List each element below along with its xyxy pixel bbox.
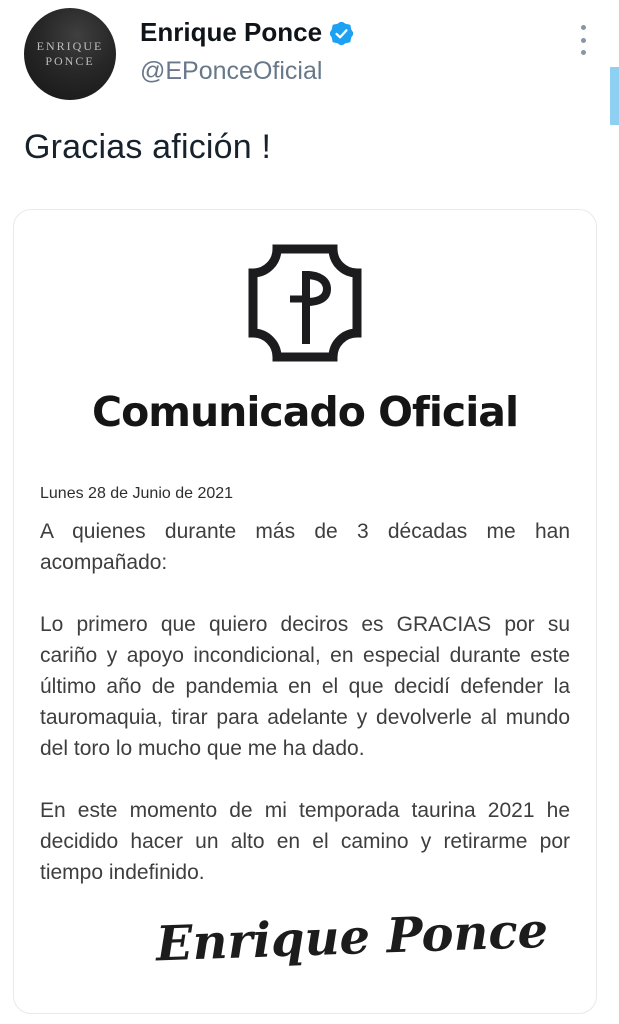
logo-wrap — [40, 240, 570, 371]
ponce-p-cross-badge-icon — [244, 240, 366, 366]
scrollbar-thumb[interactable] — [610, 67, 619, 125]
communique-paragraph: Lo primero que quiero deciros es GRACIAS por su cariño y apoyo incondicional, en especial durante este último año de pandemia en el que decidí defender la tauromaquia, tirar para adelante y devolverle al mundo del toro lo mucho que me ha dado. — [40, 613, 570, 760]
communique-image-card[interactable] — [13, 209, 597, 1014]
communique-title: Comunicado Oficial — [92, 388, 518, 436]
dots-vertical-icon — [581, 25, 586, 30]
communique-paragraph: A quienes durante más de 3 décadas me han acompañado: — [40, 520, 570, 574]
communique-date: Lunes 28 de Junio de 2021 — [40, 485, 234, 502]
avatar-text-line2: PONCE — [45, 54, 95, 68]
communique-signature: Enrique Ponce — [155, 902, 549, 973]
avatar-text-line1: ENRIQUE — [36, 39, 104, 53]
verified-badge-icon — [330, 22, 353, 45]
communique-paragraph: En este momento de mi temporada taurina 2021 he decidido hacer un alto en el camino y retirarme por tiempo indefinido. — [40, 799, 570, 884]
author-block — [140, 17, 353, 86]
author-name: Enrique Ponce — [140, 17, 323, 47]
more-button[interactable] — [572, 23, 594, 57]
author-name-row[interactable] — [140, 17, 353, 48]
author-handle[interactable]: @EPonceOficial — [140, 57, 323, 85]
avatar[interactable] — [24, 8, 116, 100]
tweet-text: Gracias afición ! — [24, 128, 272, 166]
